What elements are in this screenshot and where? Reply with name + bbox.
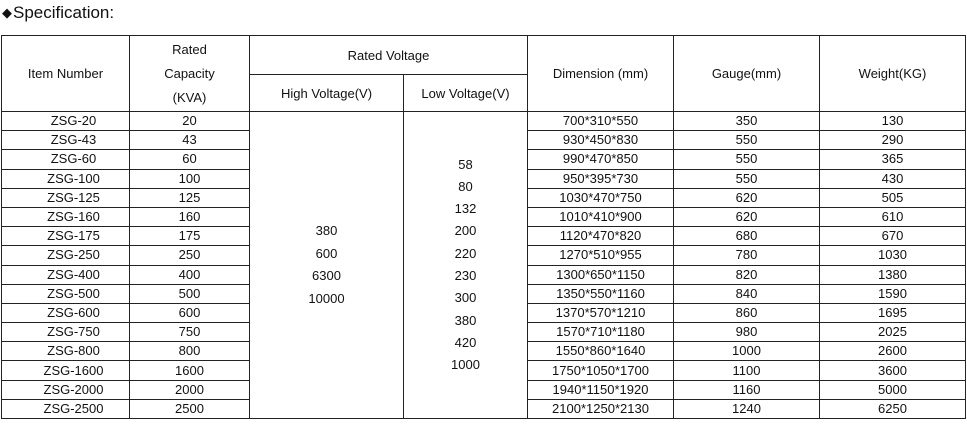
- dimension-cell: 1370*570*1210: [528, 303, 674, 322]
- dimension-cell: 1300*650*1150: [528, 265, 674, 284]
- item-number-cell: ZSG-175: [2, 227, 130, 246]
- gauge-cell: 550: [674, 169, 820, 188]
- dimension-cell: 1270*510*955: [528, 246, 674, 265]
- header-low-voltage: Low Voltage(V): [404, 75, 528, 112]
- weight-cell: 505: [820, 188, 966, 207]
- dimension-cell: 1940*1150*1920: [528, 380, 674, 399]
- low-voltage-value: 230: [454, 268, 477, 283]
- low-voltage-list: [404, 154, 527, 377]
- low-voltage-value: 300: [454, 290, 477, 306]
- low-voltage-value: 380: [454, 312, 477, 328]
- low-voltage-value: 420: [454, 334, 477, 350]
- header-high-voltage: High Voltage(V): [250, 75, 404, 112]
- capacity-cell: 500: [130, 284, 250, 303]
- gauge-cell: 620: [674, 207, 820, 226]
- header-rated-capacity: [130, 36, 250, 112]
- dimension-cell: 1030*470*750: [528, 188, 674, 207]
- capacity-cell: 750: [130, 323, 250, 342]
- dimension-cell: 1350*550*1160: [528, 284, 674, 303]
- gauge-cell: 980: [674, 323, 820, 342]
- gauge-cell: 550: [674, 131, 820, 150]
- weight-cell: 610: [820, 207, 966, 226]
- high-voltage-value: 380: [315, 223, 338, 238]
- table-body: [2, 112, 966, 419]
- item-number-cell: ZSG-1600: [2, 361, 130, 380]
- weight-cell: 3600: [820, 361, 966, 380]
- capacity-cell: 20: [130, 112, 250, 131]
- gauge-cell: 820: [674, 265, 820, 284]
- capacity-cell: 600: [130, 303, 250, 322]
- item-number-cell: ZSG-100: [2, 169, 130, 188]
- capacity-cell: 800: [130, 342, 250, 361]
- item-number-cell: ZSG-43: [2, 131, 130, 150]
- low-voltage-value: 58: [458, 156, 473, 172]
- high-voltage-list: [250, 220, 403, 310]
- gauge-cell: 680: [674, 227, 820, 246]
- capacity-cell: 400: [130, 265, 250, 284]
- weight-cell: 670: [820, 227, 966, 246]
- low-voltage-value: 1000: [451, 357, 480, 373]
- header-rated-capacity-line-1: Rated: [172, 41, 207, 57]
- header-rated-voltage: Rated Voltage: [250, 36, 528, 75]
- dimension-cell: 990*470*850: [528, 150, 674, 169]
- item-number-cell: ZSG-2000: [2, 380, 130, 399]
- capacity-cell: 125: [130, 188, 250, 207]
- capacity-cell: 160: [130, 207, 250, 226]
- gauge-cell: 1100: [674, 361, 820, 380]
- weight-cell: 2025: [820, 323, 966, 342]
- gauge-cell: 550: [674, 150, 820, 169]
- dimension-cell: 1010*410*900: [528, 207, 674, 226]
- low-voltage-value: 220: [454, 245, 477, 261]
- capacity-cell: 60: [130, 150, 250, 169]
- weight-cell: 2600: [820, 342, 966, 361]
- header-rated-capacity-line-2: Capacity: [164, 65, 215, 81]
- dimension-cell: 2100*1250*2130: [528, 399, 674, 418]
- item-number-cell: ZSG-2500: [2, 399, 130, 418]
- specification-table: [1, 35, 966, 419]
- high-voltage-value: 10000: [308, 290, 345, 306]
- weight-cell: 1030: [820, 246, 966, 265]
- table-row: [2, 112, 966, 131]
- item-number-cell: ZSG-20: [2, 112, 130, 131]
- section-title-text: Specification:: [13, 3, 115, 22]
- gauge-cell: 620: [674, 188, 820, 207]
- gauge-cell: 860: [674, 303, 820, 322]
- weight-cell: 290: [820, 131, 966, 150]
- weight-cell: 430: [820, 169, 966, 188]
- item-number-cell: ZSG-500: [2, 284, 130, 303]
- gauge-cell: 1000: [674, 342, 820, 361]
- gauge-cell: 1240: [674, 399, 820, 418]
- item-number-cell: ZSG-125: [2, 188, 130, 207]
- dimension-cell: 1120*470*820: [528, 227, 674, 246]
- high-voltage-value: 600: [315, 245, 338, 261]
- header-dimension: Dimension (mm): [528, 36, 674, 112]
- item-number-cell: ZSG-160: [2, 207, 130, 226]
- high-voltage-cell: [250, 112, 404, 419]
- low-voltage-value: 132: [454, 201, 477, 217]
- capacity-cell: 2500: [130, 399, 250, 418]
- capacity-cell: 250: [130, 246, 250, 265]
- weight-cell: 6250: [820, 399, 966, 418]
- item-number-cell: ZSG-600: [2, 303, 130, 322]
- weight-cell: 130: [820, 112, 966, 131]
- capacity-cell: 175: [130, 227, 250, 246]
- header-row-top: [2, 36, 966, 75]
- item-number-cell: ZSG-400: [2, 265, 130, 284]
- dimension-cell: 1570*710*1180: [528, 323, 674, 342]
- gauge-cell: 1160: [674, 380, 820, 399]
- dimension-cell: 950*395*730: [528, 169, 674, 188]
- item-number-cell: ZSG-60: [2, 150, 130, 169]
- low-voltage-value: 80: [458, 178, 473, 194]
- item-number-cell: ZSG-250: [2, 246, 130, 265]
- header-item-number: Item Number: [2, 36, 130, 112]
- dimension-cell: 1550*860*1640: [528, 342, 674, 361]
- diamond-bullet-icon: ◆: [2, 5, 12, 20]
- capacity-cell: 100: [130, 169, 250, 188]
- capacity-cell: 1600: [130, 361, 250, 380]
- capacity-cell: 2000: [130, 380, 250, 399]
- gauge-cell: 840: [674, 284, 820, 303]
- item-number-cell: ZSG-800: [2, 342, 130, 361]
- item-number-cell: ZSG-750: [2, 323, 130, 342]
- weight-cell: 1695: [820, 303, 966, 322]
- high-voltage-value: 6300: [312, 268, 341, 283]
- gauge-cell: 780: [674, 246, 820, 265]
- low-voltage-cell: [404, 112, 528, 419]
- header-gauge: Gauge(mm): [674, 36, 820, 112]
- dimension-cell: 930*450*830: [528, 131, 674, 150]
- header-rated-capacity-line-3: (KVA): [172, 89, 207, 105]
- header-weight: Weight(KG): [820, 36, 966, 112]
- low-voltage-value: 200: [454, 223, 477, 239]
- weight-cell: 365: [820, 150, 966, 169]
- section-title: [2, 2, 114, 25]
- dimension-cell: 1750*1050*1700: [528, 361, 674, 380]
- capacity-cell: 43: [130, 131, 250, 150]
- weight-cell: 1380: [820, 265, 966, 284]
- weight-cell: 5000: [820, 380, 966, 399]
- gauge-cell: 350: [674, 112, 820, 131]
- dimension-cell: 700*310*550: [528, 112, 674, 131]
- weight-cell: 1590: [820, 284, 966, 303]
